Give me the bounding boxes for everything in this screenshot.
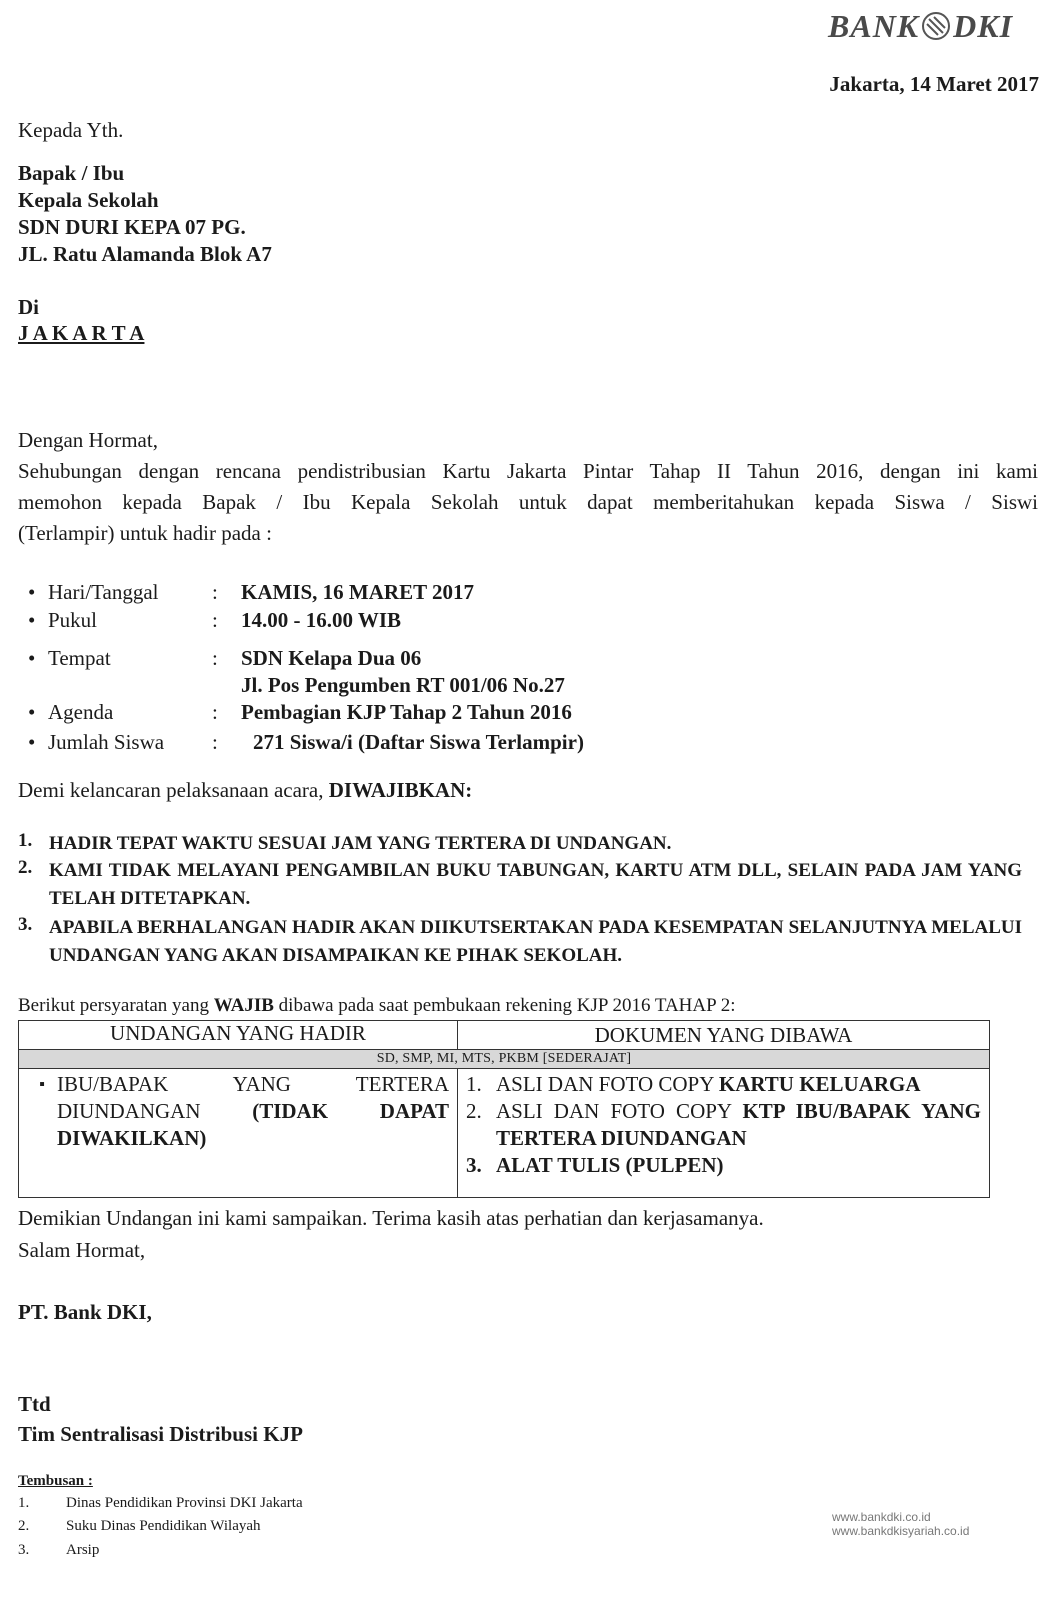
recipient-city: J A K A R T A [18, 321, 145, 345]
website-link: www.bankdkisyariah.co.id [832, 1524, 970, 1538]
signatory-company: PT. Bank DKI, [18, 1300, 152, 1324]
detail-value: SDN Kelapa Dua 06 [241, 646, 422, 670]
square-bullet-icon: ▪ [39, 1076, 45, 1093]
col-header-invitee: UNDANGAN YANG HADIR [19, 1021, 458, 1050]
recipient-line: Bapak / Ibu [18, 161, 125, 185]
bullet-icon: • [28, 608, 36, 632]
requirements-caption: Berikut persyaratan yang WAJIB dibawa pada saat pembukaan rekening KJP 2016 TAHAP 2: [18, 995, 736, 1016]
bank-dki-logo [828, 6, 1048, 46]
signatory-team: Tim Sentralisasi Distribusi KJP [18, 1422, 303, 1446]
recipient-line: Kepala Sekolah [18, 188, 159, 212]
col-header-documents: DOKUMEN YANG DIBAWA [458, 1021, 990, 1050]
intro-line: Sehubungan dengan rencana pendistribusian Kartu Jakarta Pintar Tahap II Tahun 2016, dengan ini kami [18, 459, 1038, 483]
letter-date: Jakarta, 14 Maret 2017 [829, 72, 1039, 96]
bullet-icon: • [28, 700, 36, 724]
recipient-di: Di [18, 295, 39, 319]
detail-value: Pembagian KJP Tahap 2 Tahun 2016 [241, 700, 572, 724]
obligation-line: Demi kelancaran pelaksanaan acara, DIWAJIBKAN: [18, 778, 473, 802]
table-subheader-row [19, 1050, 990, 1069]
greeting: Dengan Hormat, [18, 428, 158, 452]
salutation: Kepada Yth. [18, 118, 124, 142]
detail-label: Agenda [48, 700, 114, 724]
cc-title: Tembusan : [18, 1473, 93, 1489]
detail-value: 14.00 - 16.00 WIB [241, 608, 402, 632]
intro-line: memohon kepada Bapak / Ibu Kepala Sekolah untuk dapat memberitahukan kepada Siswa / Siswi [18, 490, 1038, 514]
website-link: www.bankdki.co.id [832, 1510, 931, 1524]
closing-regards: Salam Hormat, [18, 1238, 146, 1262]
recipient-line: SDN DURI KEPA 07 PG. [18, 215, 246, 239]
intro-line: (Terlampir) untuk hadir pada : [18, 521, 272, 545]
documents-cell [458, 1069, 990, 1198]
bullet-icon: • [28, 730, 36, 754]
logo-text-dki: DKI [953, 7, 1014, 44]
requirements-table [18, 1020, 990, 1198]
closing-line: Demikian Undangan ini kami sampaikan. Terima kasih atas perhatian dan kerjasamanya. [18, 1206, 764, 1230]
logo-text-bank: BANK [828, 7, 920, 44]
recipient-block [18, 160, 272, 268]
cc-block: Tembusan : 1. Dinas Pendidikan Provinsi DKI Jakarta 2. Suku Dinas Pendidikan Wilayah 3. Arsip [18, 1473, 418, 1583]
signature-ttd: Ttd [18, 1392, 51, 1416]
school-level-label: SD, SMP, MI, MTS, PKBM [SEDERAJAT] [19, 1050, 990, 1069]
bullet-icon: • [28, 580, 36, 604]
detail-label: Pukul [48, 608, 98, 632]
detail-value: KAMIS, 16 MARET 2017 [241, 580, 474, 604]
document-item: 3. ALAT TULIS (PULPEN) [466, 1153, 724, 1177]
detail-value: 271 Siswa/i (Daftar Siswa Terlampir) [253, 730, 584, 754]
table-row [19, 1069, 990, 1198]
bullet-icon: • [28, 646, 36, 670]
table-header-row [19, 1021, 990, 1050]
detail-label: Tempat [48, 646, 111, 670]
recipient-line: JL. Ratu Alamanda Blok A7 [18, 242, 272, 266]
invitee-cell: ▪ IBU/BAPAK YANG TERTERA DIUNDANGAN (TIDAK DAPAT DIWAKILKAN) [19, 1069, 458, 1198]
bank-dki-emblem-icon [921, 11, 951, 41]
detail-value-line2: Jl. Pos Pengumben RT 001/06 No.27 [241, 673, 565, 697]
detail-label: Jumlah Siswa [48, 730, 165, 754]
detail-label: Hari/Tanggal [48, 580, 159, 604]
footer-websites [832, 1510, 969, 1538]
intro-paragraph [18, 425, 1038, 549]
document-item: 1. ASLI DAN FOTO COPY KARTU KELUARGA [466, 1072, 921, 1096]
document-item: 2. ASLI DAN FOTO COPY KTP IBU/BAPAK YANG TERTERA DIUNDANGAN [466, 1099, 981, 1150]
